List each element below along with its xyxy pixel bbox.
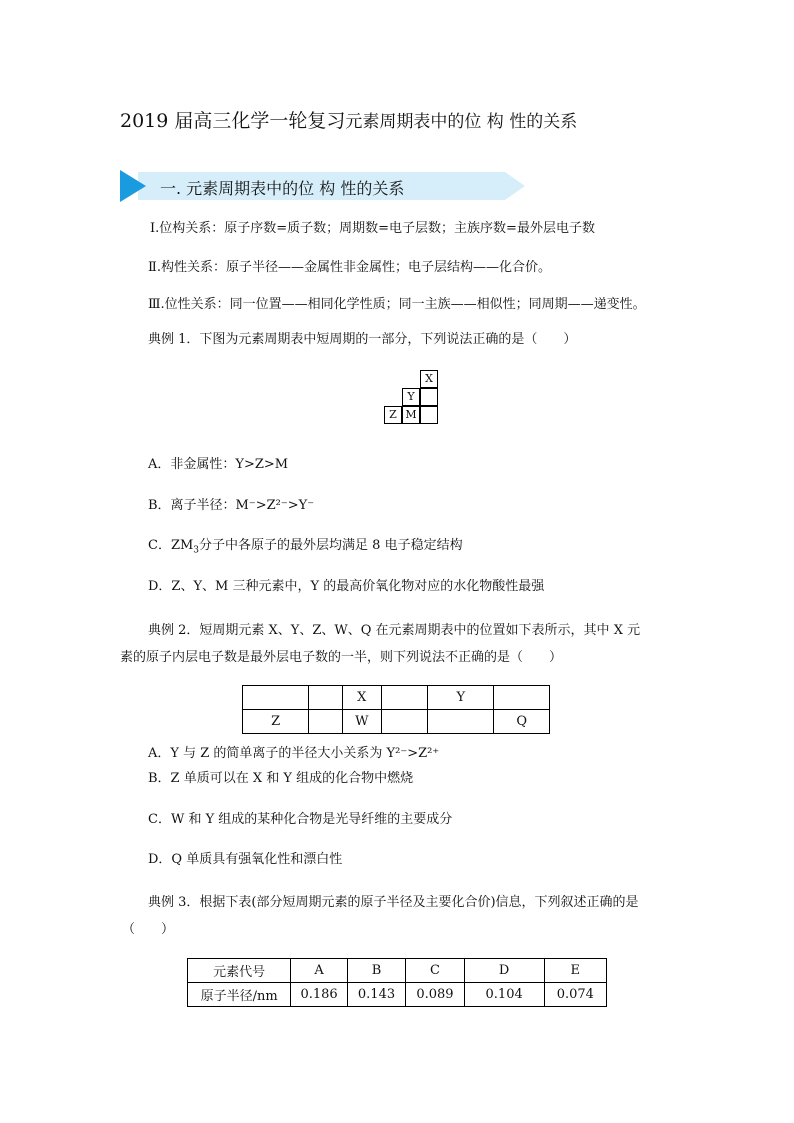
example2-option-a: A．Y 与 Z 的简单离子的半径大小关系为 Y²⁻>Z²⁺ <box>148 746 440 761</box>
table-header: C <box>406 959 464 983</box>
example2-option-c: C．W 和 Y 组成的某种化合物是光导纤维的主要成分 <box>148 812 453 827</box>
table-header: E <box>544 959 606 983</box>
table-cell: X <box>342 686 381 710</box>
table-cell: 原子半径/nm <box>188 983 291 1007</box>
example1-option-c <box>148 534 463 556</box>
table-header: B <box>347 959 405 983</box>
grid-cell-x: X <box>420 370 438 388</box>
option-c-suffix: 分子中各原子的最外层均满足 8 电子稳定结构 <box>199 538 463 553</box>
table-row <box>243 710 550 734</box>
table-cell: Q <box>494 710 550 734</box>
relation-3: Ⅲ.位性关系：同一位置——相同化学性质；同一主族——相似性；同周期——递变性。 <box>148 297 646 312</box>
table-cell: 0.143 <box>347 983 405 1007</box>
section-banner <box>120 170 530 202</box>
option-c-prefix: C．ZM <box>148 538 194 553</box>
table-cell: 0.089 <box>406 983 464 1007</box>
grid-cell-empty <box>420 406 438 424</box>
example3-question-line2: （ ） <box>122 922 175 937</box>
relation-2: Ⅱ.构性关系：原子半径——金属性非金属性；电子层结构——化合价。 <box>148 260 551 275</box>
section-heading: 一. 元素周期表中的位 构 性的关系 <box>160 179 405 198</box>
table-cell <box>309 710 343 734</box>
table-header: A <box>291 959 348 983</box>
table-cell <box>494 686 550 710</box>
example3-question-line1: 典例 3．根据下表(部分短周期元素的原子半径及主要化合价)信息，下列叙述正确的是 <box>148 895 639 910</box>
table-cell: W <box>342 710 381 734</box>
table-header: 元素代号 <box>188 959 291 983</box>
table-cell: 0.104 <box>464 983 544 1007</box>
example2-option-d: D．Q 单质具有强氧化性和漂白性 <box>148 852 343 867</box>
grid-cell-m: M <box>402 406 420 424</box>
table-cell <box>243 686 309 710</box>
table-row <box>243 686 550 710</box>
table-cell <box>381 686 427 710</box>
title-rest: 元素周期表中的位 构 性的关系 <box>345 112 578 132</box>
table-cell <box>381 710 427 734</box>
example2-question-line2: 素的原子内层电子数是最外层电子数的一半，则下列说法不正确的是（ ） <box>120 650 563 665</box>
table-cell: 0.186 <box>291 983 348 1007</box>
example3-table <box>187 958 607 1007</box>
table-cell <box>309 686 343 710</box>
example1-option-b: B．离子半径：M⁻>Z²⁻>Y⁻ <box>148 498 315 513</box>
table-row <box>188 959 607 983</box>
grid-cell-y: Y <box>402 388 420 406</box>
table-cell: Y <box>428 686 494 710</box>
grid-cell-z: Z <box>384 406 402 424</box>
example2-question-line1: 典例 2．短周期元素 X、Y、Z、W、Q 在元素周期表中的位置如下表所示，其中 X 元 <box>148 623 641 638</box>
table-cell: Z <box>243 710 309 734</box>
title-main: 2019 届高三化学一轮复习 <box>120 110 346 132</box>
table-cell <box>428 710 494 734</box>
option-c-subscript: 3 <box>193 545 200 556</box>
example2-table <box>242 685 550 734</box>
example1-grid <box>382 370 442 430</box>
page-title <box>120 106 577 133</box>
example1-option-a: A．非金属性：Y>Z>M <box>148 457 289 472</box>
example2-option-b: B．Z 单质可以在 X 和 Y 组成的化合物中燃烧 <box>148 771 414 786</box>
example1-option-d: D．Z、Y、M 三种元素中，Y 的最高价氧化物对应的水化物酸性最强 <box>148 579 545 594</box>
grid-cell-empty <box>420 388 438 406</box>
table-row <box>188 983 607 1007</box>
example1-question: 典例 1．下图为元素周期表中短周期的一部分，下列说法正确的是（ ） <box>148 332 577 347</box>
table-header: D <box>464 959 544 983</box>
table-cell: 0.074 <box>544 983 606 1007</box>
relation-1: Ⅰ.位构关系：原子序数=质子数；周期数=电子层数；主族序数=最外层电子数 <box>150 221 595 236</box>
